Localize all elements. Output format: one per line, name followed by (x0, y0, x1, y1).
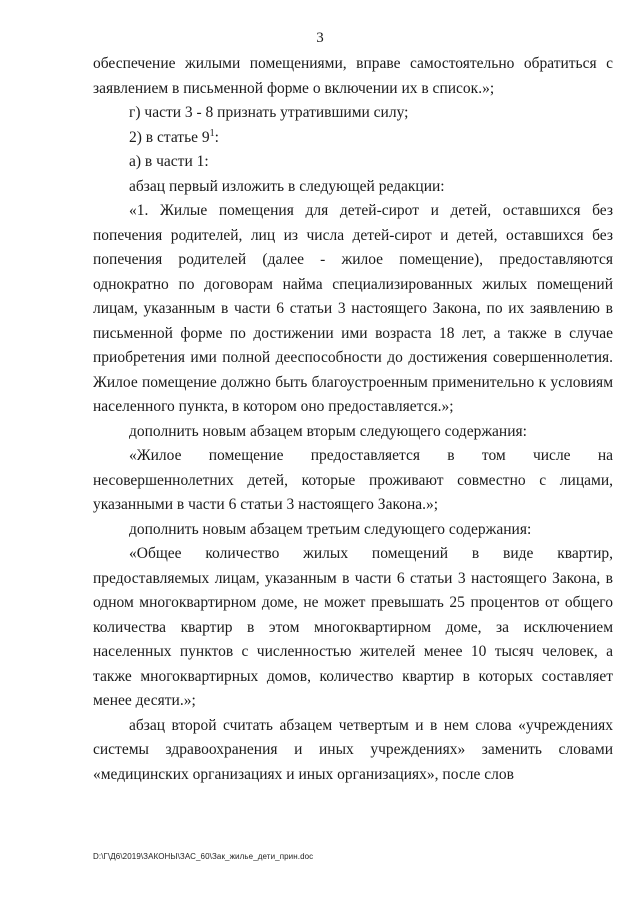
document-body (93, 52, 613, 787)
paragraph-6: «1. Жилые помещения для детей-сирот и детей, оставшихся без попечения родителей, лиц из числа детей-сирот и детей, оставшихся без попечения родителей (далее - жилое помещение), предоставляются однократно по договорам найма специализированных жилых помещений лицам, указанным в части 6 статьи 3 настоящего Закона, по их заявлению в письменной форме по достижении ими возраста 18 лет, а также в случае приобретения ими полной дееспособности до достижения совершеннолетия. Жилое помещение должно быть благоустроенным применительно к условиям населенного пункта, в котором оно предоставляется.»; (93, 202, 613, 415)
paragraph-3-colon: : (214, 128, 219, 146)
paragraph-10: «Общее количество жилых помещений в виде квартир, предоставляемых лицам, указанным в части 6 статьи 3 настоящего Закона, в одном многоквартирном доме, не может превышать 25 процентов от общего количества квартир в этом многоквартирном доме, за исключением населенных пунктов с численностью жителей менее 10 тысяч человек, а также многоквартирных домов, количество квартир в которых составляет менее десяти.»; (93, 545, 613, 709)
paragraph-2: г) части 3 - 8 признать утратившими силу; (129, 104, 409, 121)
paragraph-9: дополнить новым абзацем третьим следующего содержания: (129, 520, 532, 538)
paragraph-1: обеспечение жилыми помещениями, вправе самостоятельно обратиться с заявлением в письменной форме о включении их в список.»; (93, 55, 613, 97)
paragraph-3 (93, 126, 613, 151)
paragraph-3-text: 2) в статье 9 (129, 128, 210, 146)
file-path-footer: D:\Г\Д6\2019\ЗАКОНЫ\ЗАС_60\Зак_жилье_дети_прин.doc (93, 852, 314, 861)
paragraph-4: а) в части 1: (129, 153, 209, 170)
article-superscript: 1 (209, 127, 215, 139)
paragraph-8: «Жилое помещение предоставляется в том числе на несовершеннолетних детей, которые проживают совместно с лицами, указанными в части 6 статьи 3 настоящего Закона.»; (93, 447, 613, 513)
paragraph-5: абзац первый изложить в следующей редакции: (129, 177, 445, 195)
paragraph-11: абзац второй считать абзацем четвертым и в нем слова «учреждениях системы здравоохранения и иных учреждениях» заменить словами «медицинских организациях и иных организациях», после слов (93, 716, 613, 783)
paragraph-7: дополнить новым абзацем вторым следующего содержания: (129, 422, 527, 440)
page-number: 3 (316, 30, 324, 46)
